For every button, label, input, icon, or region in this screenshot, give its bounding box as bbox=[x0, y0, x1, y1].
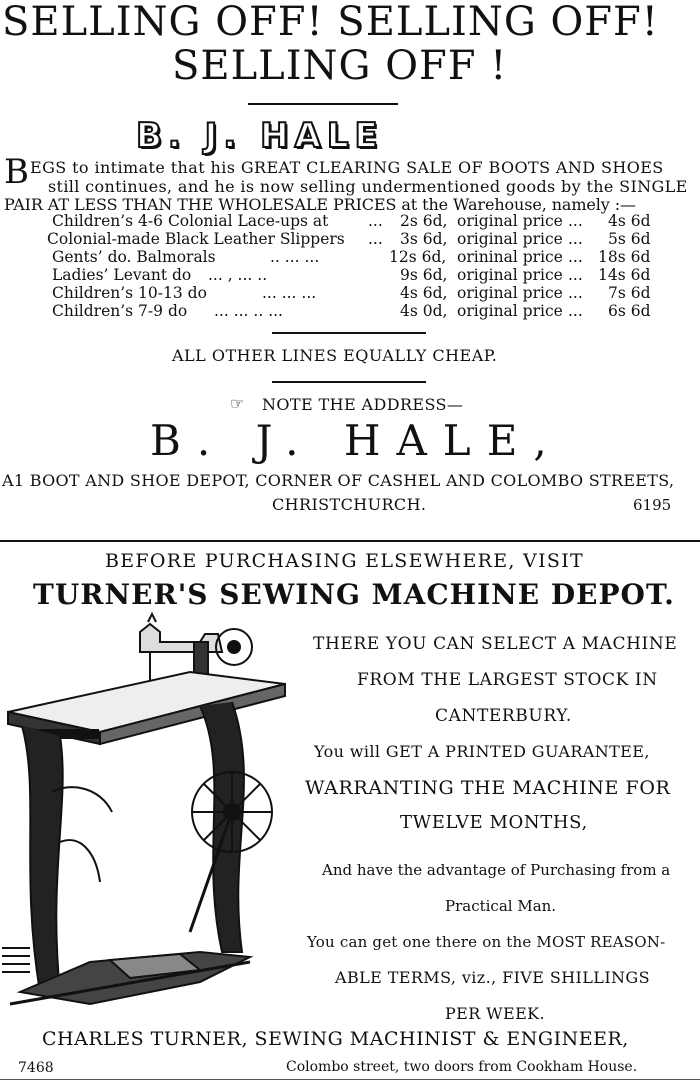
city-line: CHRISTCHURCH. bbox=[272, 495, 427, 514]
hale-name-large: B. J. HALE, bbox=[150, 416, 563, 465]
signature-line: CHARLES TURNER, SEWING MACHINIST & ENGINEER, bbox=[42, 1028, 629, 1050]
item-price: 9s 6d, bbox=[400, 266, 448, 284]
drop-cap: B bbox=[4, 152, 29, 192]
ad-ref-number: 7468 bbox=[18, 1060, 54, 1076]
item-dots: ... bbox=[368, 230, 383, 248]
item-price: 3s 6d, bbox=[400, 230, 448, 248]
item-price: 4s 0d, bbox=[400, 302, 448, 320]
headline-1: SELLING OFF! SELLING OFF! bbox=[2, 0, 659, 45]
divider bbox=[272, 332, 426, 334]
item-dots-2: ... bbox=[568, 302, 583, 320]
ad-ref-number: 6195 bbox=[633, 496, 672, 514]
pointing-hand-icon: ☞ bbox=[230, 394, 245, 413]
bottom-rule bbox=[0, 1079, 700, 1080]
item-dots: .. ... ... bbox=[270, 248, 320, 266]
note-address: NOTE THE ADDRESS— bbox=[262, 395, 464, 414]
ad-separator bbox=[0, 540, 700, 542]
all-other-lines: ALL OTHER LINES EQUALLY CHEAP. bbox=[172, 346, 498, 365]
item-name: Children’s 10-13 do bbox=[52, 284, 207, 302]
item-label: original price bbox=[457, 212, 563, 230]
hale-logo: B. J. HALE bbox=[136, 116, 384, 156]
desc-line: And have the advantage of Purchasing from a bbox=[322, 861, 671, 879]
desc-line: WARRANTING THE MACHINE FOR bbox=[305, 777, 671, 799]
item-dots: ... , ... .. bbox=[208, 266, 268, 284]
item-original: 7s 6d bbox=[608, 284, 651, 302]
desc-line: Practical Man. bbox=[445, 897, 557, 915]
divider bbox=[248, 103, 398, 105]
divider bbox=[272, 381, 426, 383]
item-name: Gents’ do. Balmorals bbox=[52, 248, 216, 266]
item-dots-2: ... bbox=[568, 266, 583, 284]
item-dots: ... ... ... bbox=[262, 284, 317, 302]
item-dots: ... bbox=[368, 212, 383, 230]
desc-line: CANTERBURY. bbox=[435, 706, 572, 726]
visit-intro: BEFORE PURCHASING ELSEWHERE, VISIT bbox=[105, 550, 584, 572]
address-line: A1 BOOT AND SHOE DEPOT, CORNER OF CASHEL AND COLOMBO STREETS, bbox=[2, 471, 675, 490]
item-label: original price bbox=[457, 230, 563, 248]
item-name: Children’s 7-9 do bbox=[52, 302, 188, 320]
desc-line: PER WEEK. bbox=[445, 1004, 546, 1023]
intro-line-2: still continues, and he is now selling undermentioned goods by the SINGLE bbox=[48, 177, 688, 196]
depot-title: TURNER'S SEWING MACHINE DEPOT. bbox=[33, 578, 675, 611]
desc-line: FROM THE LARGEST STOCK IN bbox=[357, 670, 658, 690]
item-original: 5s 6d bbox=[608, 230, 651, 248]
desc-line: THERE YOU CAN SELECT A MACHINE bbox=[313, 634, 678, 654]
item-price: 12s 6d, bbox=[389, 248, 447, 266]
sewing-machine-illustration bbox=[0, 612, 300, 1022]
location-line: Colombo street, two doors from Cookham House. bbox=[286, 1059, 638, 1075]
item-name: Colonial-made Black Leather Slippers bbox=[47, 230, 345, 248]
item-label: orininal price bbox=[457, 248, 563, 266]
item-name: Children’s 4-6 Colonial Lace-ups at bbox=[52, 212, 329, 230]
item-dots-2: ... bbox=[568, 212, 583, 230]
desc-line: You will GET A PRINTED GUARANTEE, bbox=[314, 742, 650, 761]
item-dots-2: ... bbox=[568, 248, 583, 266]
item-dots: ... ... .. ... bbox=[214, 302, 283, 320]
item-dots-2: ... bbox=[568, 230, 583, 248]
item-label: original price bbox=[457, 266, 563, 284]
item-original: 6s 6d bbox=[608, 302, 651, 320]
item-price: 2s 6d, bbox=[400, 212, 448, 230]
item-original: 18s 6d bbox=[598, 248, 651, 266]
item-original: 14s 6d bbox=[598, 266, 651, 284]
headline-2: SELLING OFF ! bbox=[172, 43, 508, 89]
item-original: 4s 6d bbox=[608, 212, 651, 230]
item-label: original price bbox=[457, 284, 563, 302]
item-price: 4s 6d, bbox=[400, 284, 448, 302]
intro-line-1: EGS to intimate that his GREAT CLEARING SALE OF BOOTS AND SHOES bbox=[30, 158, 664, 177]
item-dots-2: ... bbox=[568, 284, 583, 302]
desc-line: ABLE TERMS, viz., FIVE SHILLINGS bbox=[335, 968, 650, 987]
desc-line: You can get one there on the MOST REASON- bbox=[307, 933, 666, 951]
intro-line-3: PAIR AT LESS THAN THE WHOLESALE PRICES at the Warehouse, namely :— bbox=[4, 195, 636, 214]
desc-line: TWELVE MONTHS, bbox=[400, 812, 588, 833]
item-label: original price bbox=[457, 302, 563, 320]
item-name: Ladies’ Levant do bbox=[52, 266, 192, 284]
